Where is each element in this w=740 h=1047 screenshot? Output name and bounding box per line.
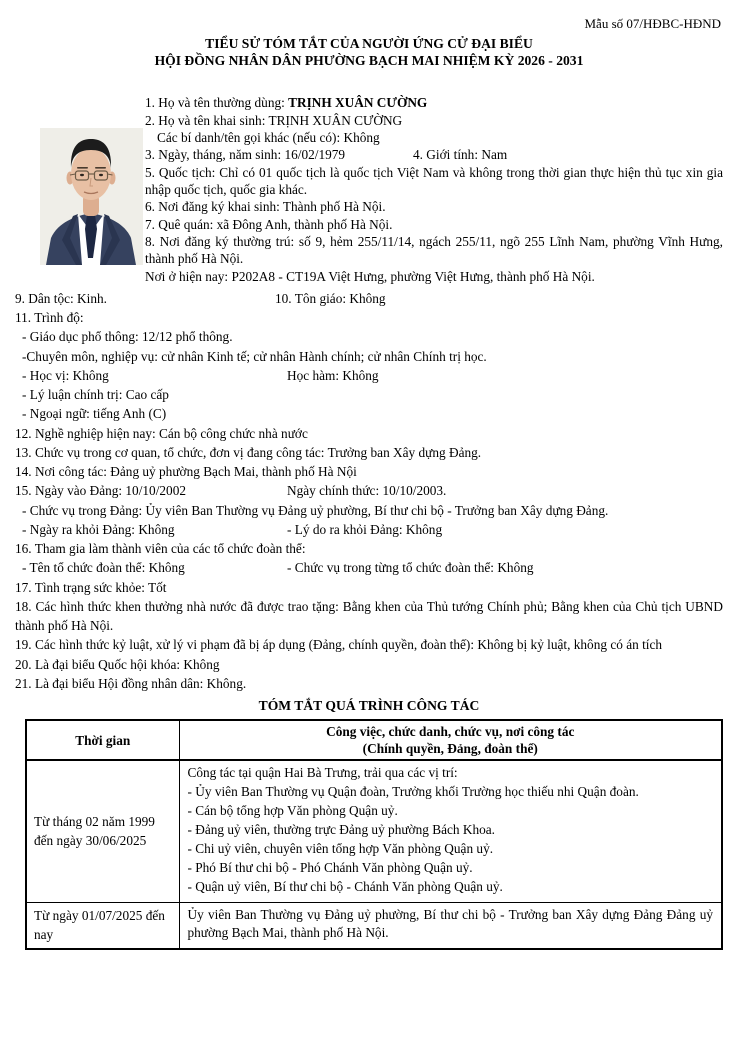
document-title-line1: TIỂU SỬ TÓM TẮT CỦA NGƯỜI ỨNG CỬ ĐẠI BIỂU — [205, 36, 533, 51]
field-national-assembly: 20. Là đại biểu Quốc hội khóa: Không — [15, 656, 220, 672]
work-history-title: TÓM TẮT QUÁ TRÌNH CÔNG TÁC — [258, 698, 480, 714]
job-cell — [179, 760, 722, 902]
column-header-time: Thời gian — [26, 720, 179, 760]
field-party-position: - Chức vụ trong Đảng: Ủy viên Ban Thường vụ Đảng uỷ phường, Bí thư chi bộ - Trưởng ban Xây dựng Đảng. — [22, 502, 609, 518]
time-cell: Từ tháng 02 năm 1999 đến ngày 30/06/2025 — [26, 760, 179, 902]
field-health: 17. Tình trạng sức khỏe: Tốt — [15, 579, 167, 595]
job-line: - Cán bộ tổng hợp Văn phòng Quận uỷ. — [187, 803, 398, 819]
field-general-education: - Giáo dục phổ thông: 12/12 phổ thông. — [22, 329, 233, 345]
field-birthdate: 3. Ngày, tháng, năm sinh: 16/02/1979 — [145, 147, 346, 163]
document-title — [15, 36, 723, 69]
time-cell: Từ ngày 01/07/2025 đến nay — [26, 902, 179, 949]
job-line: - Ủy viên Ban Thường vụ Quận đoàn, Trưởng khối Trường học thiếu nhi Quận đoàn. — [187, 784, 639, 800]
field-party-leave — [15, 520, 723, 539]
field-organizations-heading: 16. Tham gia làm thành viên của các tổ chức đoàn thể: — [15, 541, 306, 557]
field-political-theory: - Lý luận chính trị: Cao cấp — [22, 387, 169, 403]
details-list — [15, 289, 723, 693]
field-current-position: 13. Chức vụ trong cơ quan, tổ chức, đơn vị đang công tác: Trưởng ban Xây dựng Đảng. — [15, 444, 482, 460]
field-awards: 18. Các hình thức khen thưởng nhà nước đã được trao tặng: Bằng khen của Thủ tướng Chính phủ; Bằng khen của Chủ tịch UBND thành phố Hà Nội. — [15, 598, 723, 634]
work-history-table — [25, 719, 723, 950]
eyebrow-left — [77, 167, 88, 169]
job-line: - Đảng uỷ viên, thường trực Đảng uỷ phường Bách Khoa. — [187, 821, 495, 837]
eye-left — [80, 174, 84, 176]
column-header-job — [179, 720, 722, 760]
table-row — [26, 902, 722, 949]
field-permanent-residence: 8. Nơi đăng ký thường trú: số 9, hẻm 255/11/14, ngách 255/11, ngõ 255 Lĩnh Nam, phường Vĩnh Hưng, thành phố Hà Nội. — [145, 233, 723, 267]
field-current-residence: Nơi ở hiện nay: P202A8 - CT19A Việt Hưng, phường Việt Hưng, thành phố Hà Nội. — [145, 268, 595, 284]
field-occupation: 12. Nghề nghiệp hiện nay: Cán bộ công chức nhà nước — [15, 425, 308, 441]
field-organization-role: - Chức vụ trong từng tổ chức đoàn thể: Không — [287, 560, 534, 576]
field-hometown: 7. Quê quán: xã Đông Anh, thành phố Hà Nội. — [145, 216, 393, 232]
field-organization-name: - Tên tổ chức đoàn thể: Không — [22, 560, 185, 576]
field-ethnicity-religion — [15, 289, 723, 308]
eyebrow-right — [95, 167, 106, 169]
field-academic-title: Học hàm: Không — [287, 367, 379, 383]
field-party-join-date: 15. Ngày vào Đảng: 10/10/2002 — [15, 483, 186, 499]
top-section — [15, 94, 723, 285]
field-peoples-council: 21. Là đại biểu Hội đồng nhân dân: Không. — [15, 675, 247, 691]
field-common-name: 1. Họ và tên thường dùng: TRỊNH XUÂN CƯỜNG — [145, 95, 428, 111]
field-organizations — [15, 558, 723, 577]
field-birth-name: 2. Họ và tên khai sinh: TRỊNH XUÂN CƯỜNG — [145, 112, 403, 128]
field-birth-registration: 6. Nơi đăng ký khai sinh: Thành phố Hà Nội. — [145, 199, 386, 215]
eye-right — [99, 174, 103, 176]
field-degree-academic — [15, 366, 723, 385]
field-nationality: 5. Quốc tịch: Chỉ có 01 quốc tịch là quốc tịch Việt Nam và không trong thời gian thực hiện thủ tục xin gia nhập quốc tịch, quốc gia khác. — [145, 164, 723, 197]
job-cell — [179, 902, 722, 949]
table-header-row — [26, 720, 722, 760]
column-header-job-line2: (Chính quyền, Đảng, đoàn thể) — [362, 741, 538, 757]
field-aliases: Các bí danh/tên gọi khác (nếu có): Không — [157, 129, 380, 145]
field-party-dates — [15, 481, 723, 500]
candidate-photo — [15, 94, 145, 285]
field-religion: 10. Tôn giáo: Không — [275, 290, 386, 306]
document-title-line2: HỘI ĐỒNG NHÂN DÂN PHƯỜNG BẠCH MAI NHIỆM KỲ 2026 - 2031 — [154, 52, 584, 68]
job-line: Công tác tại quận Hai Bà Trưng, trải qua các vị trí: — [187, 765, 458, 781]
table-row — [26, 760, 722, 902]
job-line: - Phó Bí thư chi bộ - Phó Chánh Văn phòng Quận uỷ. — [187, 859, 473, 875]
common-name-value: TRỊNH XUÂN CƯỜNG — [288, 95, 428, 111]
field-degree: - Học vị: Không — [22, 367, 109, 383]
field-party-leave-reason: - Lý do ra khỏi Đảng: Không — [287, 521, 443, 537]
field-birthdate-gender — [145, 146, 723, 163]
field-foreign-language: - Ngoại ngữ: tiếng Anh (C) — [22, 406, 167, 422]
job-line: - Chi uỷ viên, chuyên viên tổng hợp Văn phòng Quận uỷ. — [187, 840, 494, 856]
form-number: Mẫu số 07/HĐBC-HĐND — [584, 16, 721, 31]
field-workplace: 14. Nơi công tác: Đảng uỷ phường Bạch Mai, thành phố Hà Nội — [15, 464, 357, 480]
job-line: - Quận uỷ viên, Bí thư chi bộ - Chánh Văn phòng Quận uỷ. — [187, 878, 503, 894]
column-header-job-line1: Công việc, chức danh, chức vụ, nơi công tác — [326, 724, 575, 740]
portrait-photo-graphic — [40, 128, 143, 265]
field-party-official-date: Ngày chính thức: 10/10/2003. — [287, 483, 447, 499]
field-gender: 4. Giới tính: Nam — [413, 147, 508, 163]
job-line: Ủy viên Ban Thường vụ Đảng uỷ phường, Bí thư chi bộ - Trưởng ban Xây dựng Đảng Đảng uỷ phường Bạch Mai, thành phố Hà Nội. — [187, 906, 713, 941]
personal-info — [145, 94, 723, 285]
field-professional-education: -Chuyên môn, nghiệp vụ: cử nhân Kinh tế; cử nhân Hành chính; cử nhân Chính trị học. — [22, 348, 487, 364]
field-party-leave-date: - Ngày ra khỏi Đảng: Không — [22, 521, 175, 537]
field-discipline: 19. Các hình thức kỷ luật, xử lý vi phạm đã bị áp dụng (Đảng, chính quyền, đoàn thể): Không bị kỷ luật, không có án tích — [15, 637, 663, 653]
field-education-heading: 11. Trình độ: — [15, 310, 84, 326]
field-ethnicity: 9. Dân tộc: Kinh. — [15, 290, 107, 306]
